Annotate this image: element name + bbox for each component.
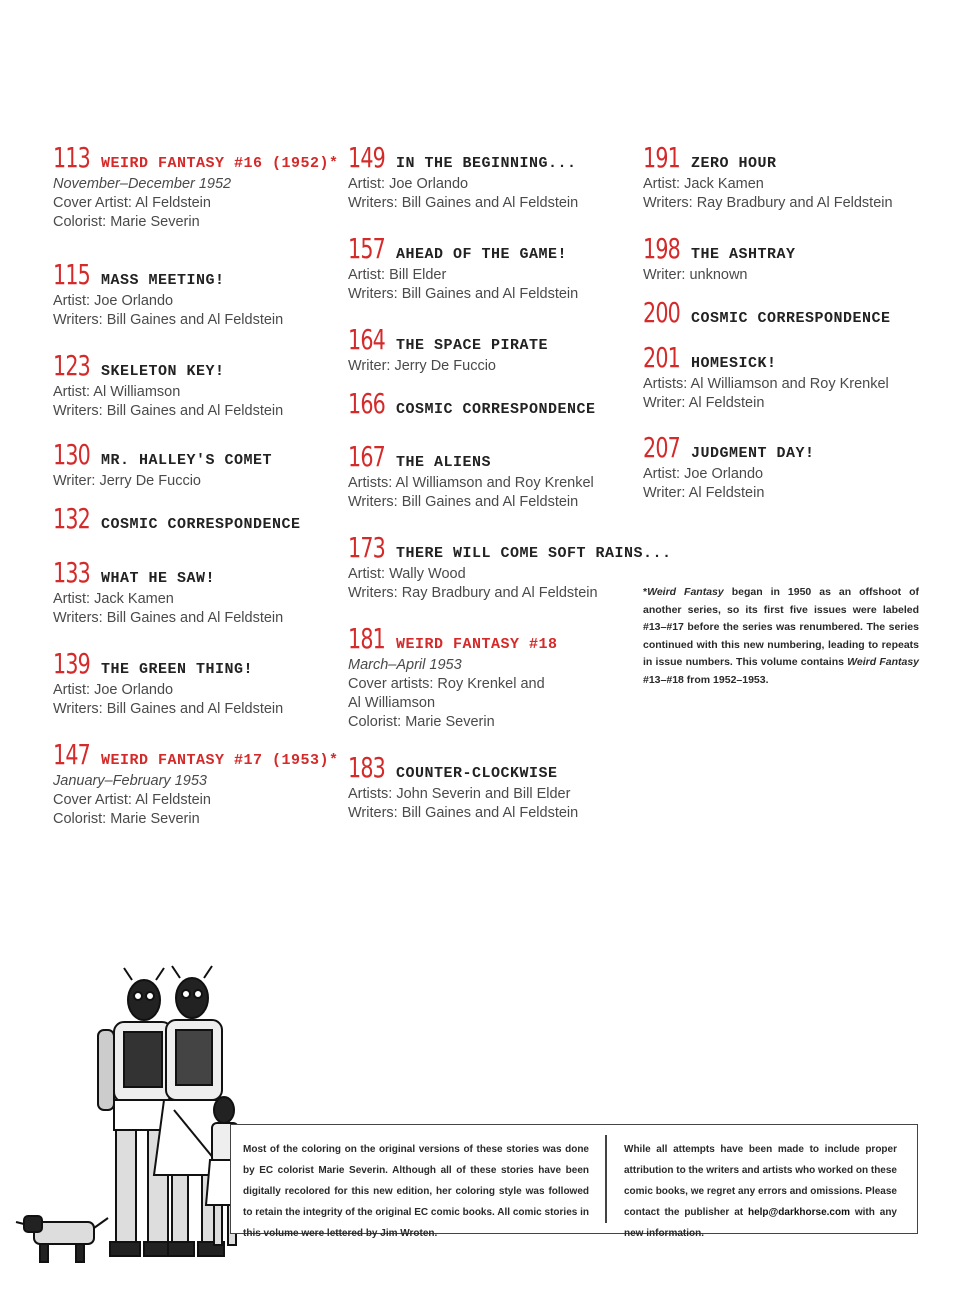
credit-line: Artist: Jack Kamen [643,176,764,192]
story-title: THE ALIENS [396,454,492,471]
story-title: IN THE BEGINNING... [396,155,577,172]
page-number: 181 [348,622,385,655]
credit-line: Writer: Al Feldstein [643,485,765,501]
contents-entry[interactable] [53,558,338,628]
contents-entry[interactable] [348,531,672,603]
credit-line: Writers: Bill Gaines and Al Feldstein [348,195,579,211]
credit-line: Writer: unknown [643,267,748,283]
story-title: THE SPACE PIRATE [396,337,549,354]
credits-footer-box [230,1124,918,1239]
page-number: 149 [348,141,385,174]
contents-entry[interactable] [643,433,933,503]
credit-line: Colorist: Marie Severin [53,214,200,230]
page-number: 132 [53,502,90,535]
issue-date: March–April 1953 [348,657,462,673]
story-title: MASS MEETING! [101,272,225,289]
story-title: MR. HALLEY'S COMET [101,452,273,469]
note-series-title-2: Weird Fantasy [847,656,919,668]
contents-entry[interactable] [643,343,933,413]
credit-line: Artist: Jack Kamen [53,591,174,607]
contents-entry[interactable] [348,389,633,421]
contents-entry[interactable] [348,753,633,823]
credit-line: Writers: Bill Gaines and Al Feldstein [53,403,284,419]
note-text-2: #13–#18 from 1952–1953. [643,673,769,686]
contents-entry[interactable] [53,649,338,719]
story-title: WHAT HE SAW! [101,570,216,587]
contents-entry[interactable] [348,234,633,304]
story-title: COUNTER-CLOCKWISE [396,765,558,782]
contents-entry[interactable] [348,624,633,732]
credit-line: Artist: Wally Wood [348,566,466,582]
page-number: 133 [53,556,90,589]
page-number: 183 [348,751,385,784]
credit-line: Writers: Bill Gaines and Al Feldstein [53,312,284,328]
page-number: 130 [53,438,90,471]
page-number: 201 [643,341,680,374]
story-title: THERE WILL COME SOFT RAINS... [396,545,672,562]
contents-entry[interactable] [643,143,933,213]
contents-entry[interactable] [53,260,338,330]
page-number: 147 [53,738,90,771]
story-title: WEIRD FANTASY #16 (1952)* [101,155,339,172]
page-number: 200 [643,296,680,329]
story-title: COSMIC CORRESPONDENCE [396,401,596,418]
contents-entry[interactable] [348,325,633,376]
credit-line: Colorist: Marie Severin [348,714,495,730]
attribution-text: While all attempts have been made to include proper attribution to the writers and artists who worked on these comic books, we regret any errors and omissions. Please contact the publisher at [624,1144,897,1218]
renumbering-note [643,584,919,689]
story-title: THE GREEN THING! [101,661,254,678]
issue-date: January–February 1953 [53,773,207,789]
credit-line: Artists: John Severin and Bill Elder [348,786,571,802]
credit-line: Writers: Bill Gaines and Al Feldstein [348,494,579,510]
page-number: 157 [348,232,385,265]
page-number: 139 [53,647,90,680]
note-asterisk: * [643,586,648,598]
attribution-text-end: with any new information. [624,1207,897,1239]
story-title: WEIRD FANTASY #17 (1953)* [101,752,339,769]
credit-line: Artist: Joe Orlando [53,293,174,309]
contents-column-3 [643,143,933,503]
page-number: 113 [53,141,90,174]
contents-entry[interactable] [643,298,933,330]
credit-line: Writer: Jerry De Fuccio [348,358,496,374]
coloring-note: Most of the coloring on the original versions of these stories was done by EC colorist Marie Severin. Although all of these stories have been digitally recolored for this new edition, her coloring style was followed to retain the integrity of the original EC comic books. All comic stories in this volume were lettered by Jim Wroten. [243,1144,589,1239]
page-number: 115 [53,258,90,291]
credit-line: Artist: Joe Orlando [348,176,469,192]
page-number: 164 [348,323,385,356]
credit-line: Writers: Ray Bradbury and Al Feldstein [643,195,893,211]
note-series-title: Weird Fantasy [647,586,724,598]
story-title: HOMESICK! [691,355,777,372]
credit-line: Writers: Bill Gaines and Al Feldstein [348,286,579,302]
credit-line: Artist: Joe Orlando [643,466,764,482]
credit-line: Artist: Al Williamson [53,384,181,400]
credit-line: Writer: Jerry De Fuccio [53,473,201,489]
credit-line: Cover artists: Roy Krenkel and [348,676,545,692]
contents-entry[interactable] [53,740,338,829]
story-title: THE ASHTRAY [691,246,796,263]
credit-line: Artists: Al Williamson and Roy Krenkel [348,475,594,491]
contents-column-1 [53,143,338,829]
footer-divider [605,1135,607,1223]
story-title: SKELETON KEY! [101,363,225,380]
story-title: WEIRD FANTASY #18 [396,636,558,653]
robot-family-illustration [14,960,264,1275]
page-number: 166 [348,387,385,420]
story-title: AHEAD OF THE GAME! [396,246,568,263]
story-title: ZERO HOUR [691,155,777,172]
contents-entry[interactable] [643,234,933,285]
credit-line: Cover Artist: Al Feldstein [53,792,211,808]
contents-entry[interactable] [53,143,338,232]
contents-entry[interactable] [348,442,633,512]
issue-date: November–December 1952 [53,176,232,192]
credit-line: Writers: Bill Gaines and Al Feldstein [53,610,284,626]
attribution-note [624,1139,897,1244]
page-number: 123 [53,349,90,382]
contents-entry[interactable] [348,143,633,213]
credit-line: Writer: Al Feldstein [643,395,765,411]
story-title: JUDGMENT DAY! [691,445,815,462]
credit-line: Artists: Al Williamson and Roy Krenkel [643,376,889,392]
credit-line: Artist: Bill Elder [348,267,447,283]
credit-line: Writers: Bill Gaines and Al Feldstein [53,701,284,717]
page-number: 167 [348,440,385,473]
story-title: COSMIC CORRESPONDENCE [101,516,301,533]
page-number: 198 [643,232,680,265]
page-number: 191 [643,141,680,174]
credit-line: Al Williamson [348,695,436,711]
credit-line: Writers: Ray Bradbury and Al Feldstein [348,585,598,601]
story-title: COSMIC CORRESPONDENCE [691,310,891,327]
credit-line: Writers: Bill Gaines and Al Feldstein [348,805,579,821]
page-number: 207 [643,431,680,464]
credit-line: Colorist: Marie Severin [53,811,200,827]
publisher-email-link[interactable]: help@darkhorse.com [747,1207,850,1218]
page-number: 173 [348,531,385,564]
credit-line: Cover Artist: Al Feldstein [53,195,211,211]
credit-line: Artist: Joe Orlando [53,682,174,698]
contents-entry[interactable] [53,351,338,421]
contents-entry[interactable] [53,504,338,536]
note-text-1: began in 1950 as an offshoot of another series, so its first five issues were labeled #13–#17 before the series was renumbered. The series continued with this new numbering, leading to repeats in issue numbers. This volume contains [643,586,920,668]
contents-entry[interactable] [53,440,338,491]
